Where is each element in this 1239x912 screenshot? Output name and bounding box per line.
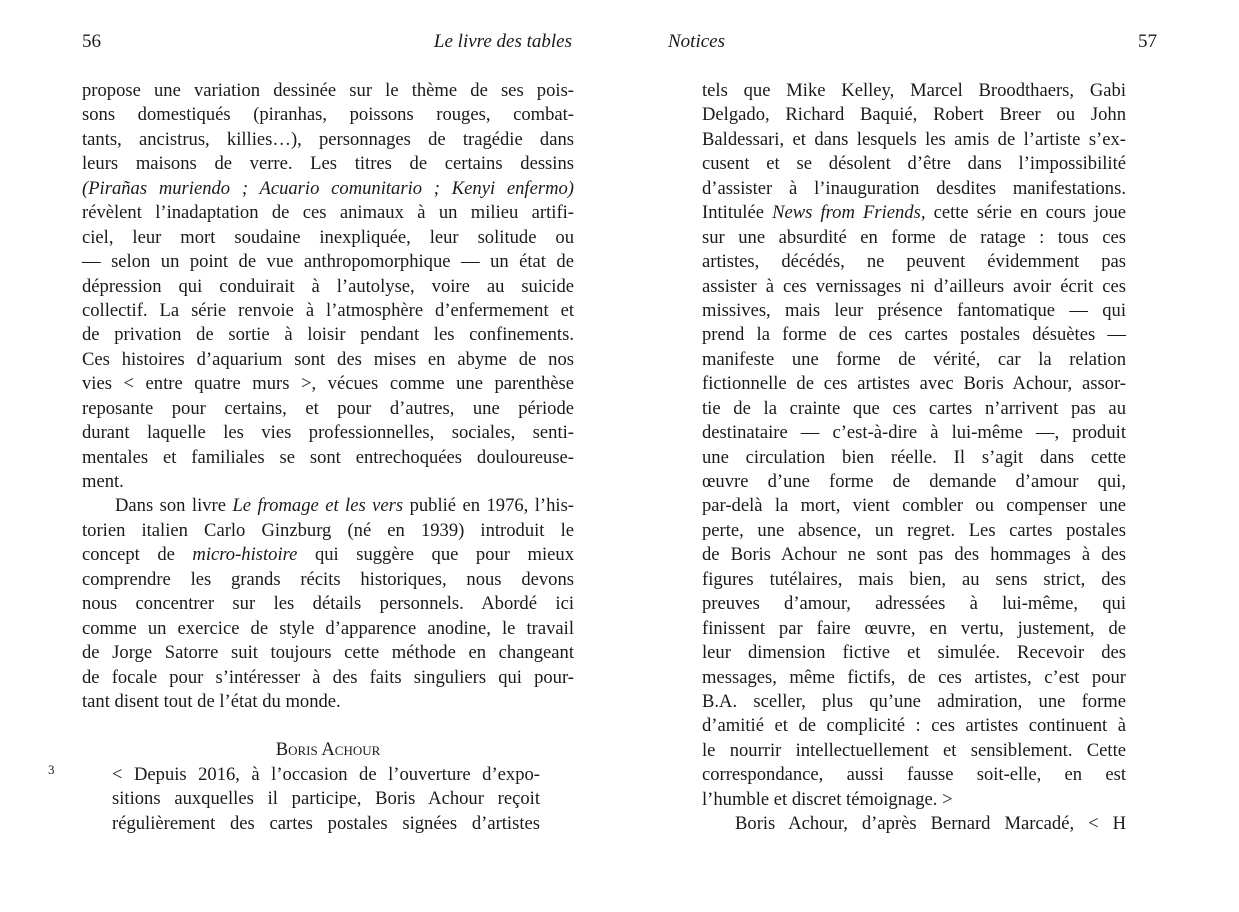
text-run: leurs maisons de verre. Les titres de certains dessins xyxy=(82,153,574,175)
text-line xyxy=(112,787,540,811)
text-run: Intitulée xyxy=(702,202,773,224)
text-line xyxy=(702,714,1126,738)
text-line xyxy=(702,812,1126,836)
text-run: figures tutélaires, mais bien, au sens strict, des xyxy=(702,568,1126,590)
text-line xyxy=(702,152,1126,176)
text-run: tants, ancistrus, killies…), personnages de tragédie dans xyxy=(82,128,574,150)
text-line xyxy=(702,128,1126,152)
italic-title: micro-histoire xyxy=(192,544,298,566)
text-line xyxy=(702,519,1126,543)
text-line xyxy=(702,690,1126,714)
text-run: cusent et se désolent d’être dans l’impossibilité xyxy=(702,153,1126,175)
text-run: comme un exercice de style d’apparence anodine, le travail xyxy=(82,617,574,639)
text-line xyxy=(82,103,574,127)
footnote-marker: 3 xyxy=(48,762,55,777)
text-line xyxy=(702,641,1126,665)
text-run: ciel, leur mort soudaine inexpliquée, leur solitude ou xyxy=(82,226,574,248)
text-line xyxy=(702,592,1126,616)
text-line xyxy=(82,323,574,347)
italic-title: News from Friends, xyxy=(772,202,926,224)
text-run: assister à ces vernissages ni d’ailleurs avoir écrit ces xyxy=(702,275,1126,297)
text-line xyxy=(82,690,574,714)
text-run: finissent par faire œuvre, en vertu, justement, de xyxy=(702,617,1126,639)
text-line xyxy=(82,275,574,299)
text-run: tant disent tout de l’état du monde. xyxy=(82,690,341,712)
text-line xyxy=(82,348,574,372)
text-run: propose une variation dessinée sur le thème de ses pois- xyxy=(82,80,574,101)
text-line xyxy=(702,250,1126,274)
text-run: prend la forme de ces cartes postales désuètes — xyxy=(702,324,1126,346)
text-run: par-delà la mort, vient combler ou compenser une xyxy=(702,495,1126,517)
text-run: preuves d’amour, adressées à lui-même, qui xyxy=(702,593,1126,615)
text-line xyxy=(702,323,1126,347)
text-line xyxy=(702,275,1126,299)
text-run: mentales et familiales se sont entrechoquées douloureuse- xyxy=(82,446,574,468)
text-line xyxy=(82,79,574,103)
text-line xyxy=(82,128,574,152)
right-page-body xyxy=(702,79,1126,837)
text-line xyxy=(82,201,574,225)
text-run: comprendre les grands récits historiques, nous devons xyxy=(82,568,574,590)
text-line xyxy=(82,543,574,567)
left-page-body xyxy=(82,79,574,714)
text-line xyxy=(82,152,574,176)
text-run: leur dimension fictive et simulée. Recevoir des xyxy=(702,642,1126,664)
text-line xyxy=(702,201,1126,225)
text-line xyxy=(702,226,1126,250)
text-line xyxy=(82,470,574,494)
text-run: Dans son livre xyxy=(115,495,233,517)
text-line xyxy=(702,568,1126,592)
text-run: durant laquelle les vies professionnelles, sociales, senti- xyxy=(82,422,574,444)
text-line xyxy=(702,348,1126,372)
text-run: collectif. La série renvoie à l’atmosphère d’enfermement et xyxy=(82,299,574,321)
text-line xyxy=(702,543,1126,567)
text-line xyxy=(702,788,1126,812)
text-line xyxy=(82,519,574,543)
text-line xyxy=(82,592,574,616)
text-run: vies < entre quatre murs >, vécues comme une parenthèse xyxy=(82,373,574,395)
text-line xyxy=(82,299,574,323)
text-line xyxy=(702,177,1126,201)
italic-title: Le fromage et les vers xyxy=(232,495,404,517)
text-line xyxy=(702,666,1126,690)
text-run: d’amitié et de complicité : ces artistes continuent à xyxy=(702,715,1126,737)
text-run: B.A. sceller, plus qu’une admiration, une forme xyxy=(702,690,1126,712)
text-run: publié en 1976, l’his- xyxy=(403,495,574,517)
text-line xyxy=(702,103,1126,127)
text-run: — selon un point de vue anthropomorphique — un état de xyxy=(82,251,574,273)
text-line xyxy=(702,421,1126,445)
text-run: concept de xyxy=(82,544,193,566)
text-run: Ces histoires d’aquarium sont des mises en abyme de nos xyxy=(82,348,574,370)
text-line xyxy=(82,372,574,396)
text-run: de Jorge Satorre suit toujours cette méthode en changeant xyxy=(82,642,574,664)
text-run: Delgado, Richard Baquié, Robert Breer ou John xyxy=(702,104,1126,126)
text-run: sitions auxquelles il participe, Boris Achour reçoit xyxy=(112,788,540,810)
running-head-right: Notices xyxy=(668,31,725,52)
text-run: de privation de sortie à loisir pendant les confinements. xyxy=(82,324,574,346)
text-run: tie de la crainte que ces cartes n’arrivent pas au xyxy=(702,397,1126,419)
text-run: nous concentrer sur les détails personnels. Abordé ici xyxy=(82,593,574,615)
text-run: qui suggère que pour mieux xyxy=(297,544,574,566)
text-run: une circulation bien réelle. Il s’agit dans cette xyxy=(702,446,1126,468)
text-run: correspondance, aussi fausse soit-elle, en est xyxy=(702,764,1126,786)
text-run: sur une absurdité en forme de ratage : tous ces xyxy=(702,226,1126,248)
text-run: dépression qui conduirait à l’autolyse, voire au suicide xyxy=(82,275,574,297)
text-line xyxy=(82,568,574,592)
text-line xyxy=(702,299,1126,323)
page-number-left: 56 xyxy=(82,31,101,52)
text-line xyxy=(82,666,574,690)
text-run: missives, mais leur présence fantomatique — qui xyxy=(702,299,1126,321)
text-line xyxy=(702,494,1126,518)
text-line xyxy=(82,617,574,641)
text-line xyxy=(82,397,574,421)
text-run: artistes, décédés, ne peuvent évidemment pas xyxy=(702,251,1126,273)
text-line xyxy=(82,421,574,445)
section-body xyxy=(112,763,540,836)
text-run: Baldessari, et dans lesquels les amis de l’artiste s’ex- xyxy=(702,128,1126,150)
text-run: reposante pour certains, et pour d’autres, une période xyxy=(82,397,574,419)
text-run: œuvre d’une forme de demande d’amour qui, xyxy=(702,471,1126,492)
text-run: Boris Achour, d’après Bernard Marcadé, < H xyxy=(735,813,1126,835)
text-line xyxy=(702,763,1126,787)
text-line xyxy=(82,250,574,274)
text-line xyxy=(702,470,1126,494)
text-run: régulièrement des cartes postales signées d’artistes xyxy=(112,812,540,834)
text-run: destinataire — c’est-à-dire à lui-même —, produit xyxy=(702,422,1126,444)
text-line xyxy=(702,446,1126,470)
text-line xyxy=(82,446,574,470)
text-run: messages, même fictifs, de ces artistes, c’est pour xyxy=(702,666,1126,688)
text-run: d’assister à l’inauguration desdites manifestations. xyxy=(702,177,1126,199)
text-line xyxy=(702,397,1126,421)
page-number-right: 57 xyxy=(1138,31,1157,52)
text-line xyxy=(82,641,574,665)
running-head-left: Le livre des tables xyxy=(433,31,572,52)
text-line xyxy=(112,763,540,787)
text-line xyxy=(702,617,1126,641)
text-line xyxy=(702,79,1126,103)
text-run: de focale pour s’intéresser à des faits singuliers qui pour- xyxy=(82,666,574,688)
text-line xyxy=(82,226,574,250)
text-line xyxy=(82,177,574,201)
text-run: torien italien Carlo Ginzburg (né en 1939) introduit le xyxy=(82,519,574,541)
text-run: révèlent l’inadaptation de ces animaux à un milieu artifi- xyxy=(82,202,574,224)
text-run: manifeste une forme de vérité, car la relation xyxy=(702,348,1126,370)
text-run: < Depuis 2016, à l’occasion de l’ouverture d’expo- xyxy=(112,764,540,785)
text-run: de Boris Achour ne sont pas des hommages à des xyxy=(702,544,1126,566)
text-run: l’humble et discret témoignage. > xyxy=(702,788,953,810)
text-run: sons domestiqués (piranhas, poissons rouges, combat- xyxy=(82,104,574,126)
section-heading: Boris Achour xyxy=(275,739,381,760)
italic-title: (Pirañas muriendo ; Acuario comunitario ; Kenyi enfermo) xyxy=(82,177,574,199)
text-line xyxy=(702,739,1126,763)
text-line xyxy=(112,812,540,836)
text-line xyxy=(702,372,1126,396)
text-run: fictionnelle de ces artistes avec Boris Achour, assor- xyxy=(702,373,1126,395)
text-run: le nourrir intellectuellement et sensiblement. Cette xyxy=(702,739,1126,761)
text-run: perte, une absence, un regret. Les cartes postales xyxy=(702,519,1126,541)
text-run: tels que Mike Kelley, Marcel Broodthaers, Gabi xyxy=(702,80,1126,101)
text-run: cette série en cours joue xyxy=(925,202,1126,224)
text-run: ment. xyxy=(82,471,124,492)
text-line xyxy=(82,494,574,518)
